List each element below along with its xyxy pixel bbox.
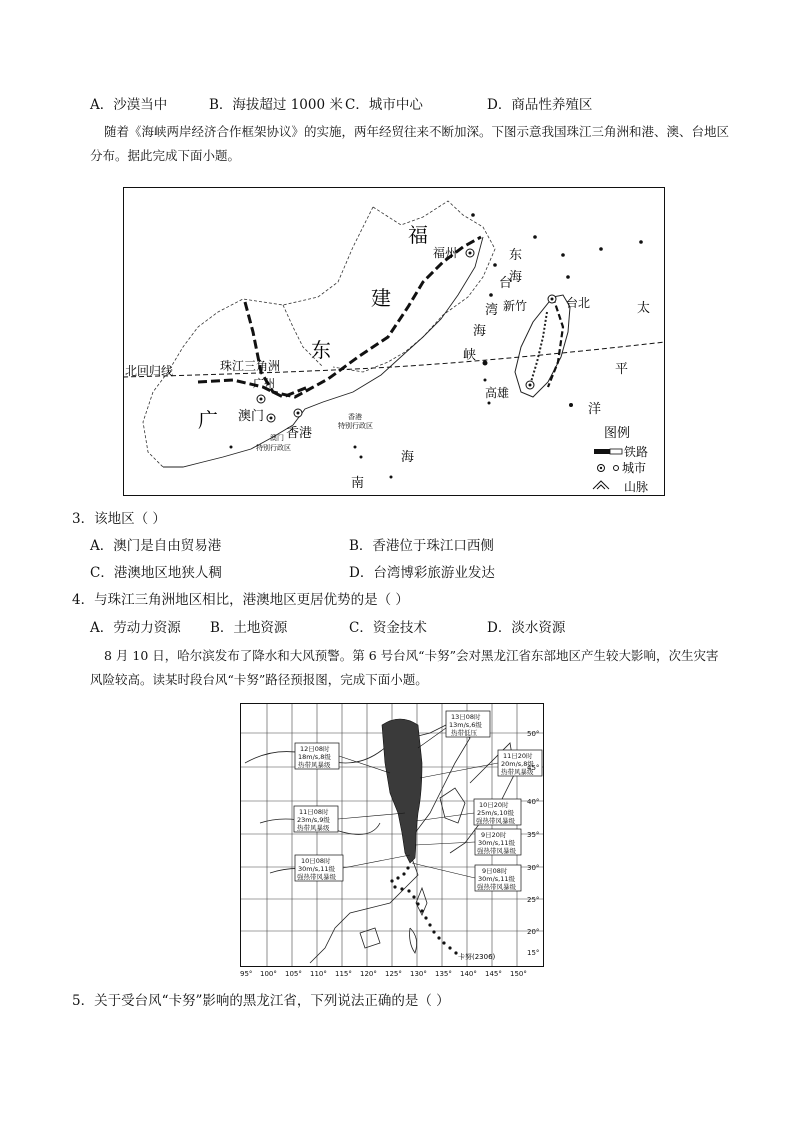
- box-13d08-1: 13日08时: [451, 713, 481, 721]
- q4-option-c: C．资金技术: [349, 620, 427, 636]
- legend-mountain: 山脉: [624, 480, 649, 494]
- q3-option-a: A．澳门是自由贸易港: [90, 538, 222, 554]
- tropic-label: 北回归线: [125, 364, 174, 378]
- strait-4: 峡: [463, 348, 477, 363]
- lon-100: 100°: [260, 970, 277, 978]
- city-gaoxiong: 高雄: [485, 386, 510, 400]
- sea-east-2: 海: [509, 270, 523, 285]
- box-12d08-2: 18m/s,8级: [298, 753, 331, 761]
- city-aomen: 澳门: [238, 409, 265, 424]
- q4-stem: 4．与珠江三角洲地区相比，港澳地区更居优势的是（ ）: [72, 592, 409, 608]
- lon-150: 150°: [510, 970, 527, 978]
- q2-option-c: C．城市中心: [345, 97, 423, 113]
- storm-name-label: 卡努(2306): [458, 953, 496, 961]
- pacific-3: 洋: [588, 402, 602, 417]
- box-10d08-2: 30m/s,11级: [298, 865, 336, 873]
- q4-option-d: D．淡水资源: [487, 620, 566, 636]
- province-guang: 广: [198, 408, 218, 432]
- lat-20: 20°: [527, 928, 540, 936]
- city-guangzhou: 广州: [253, 377, 275, 390]
- south-sea-1: 海: [401, 450, 415, 465]
- lon-145: 145°: [485, 970, 502, 978]
- province-jian: 建: [371, 286, 391, 310]
- box-11d20-1: 11日20时: [503, 752, 533, 760]
- pacific-1: 太: [637, 301, 651, 316]
- city-xianggang: 香港: [286, 426, 313, 441]
- lon-120: 120°: [360, 970, 377, 978]
- lon-125: 125°: [385, 970, 402, 978]
- strait-1: 台: [499, 276, 513, 291]
- box-9d08-3: 强热带风暴级: [477, 883, 516, 891]
- lat-35: 35°: [527, 831, 540, 839]
- delta-label: 珠江三角洲: [220, 359, 281, 373]
- lat-50: 50°: [527, 730, 540, 738]
- box-12d08-1: 12日08时: [300, 745, 330, 753]
- intro-paragraph-2: 8 月 10 日，哈尔滨发布了降水和大风预警。第 6 号台风“卡努”会对黑龙江省东部地区产生较大影响，次生灾害风险较高。读某时段台风“卡努”路径预报图，完成下面小题。: [90, 648, 719, 687]
- strait-2: 湾: [485, 303, 499, 318]
- strait-3: 海: [473, 324, 487, 339]
- lat-25: 25°: [527, 896, 540, 904]
- city-taibei: 台北: [566, 296, 591, 310]
- box-9d20-1: 9日20时: [481, 831, 507, 839]
- province-dong: 东: [311, 338, 331, 362]
- q2-option-d: D．商品性养殖区: [487, 97, 593, 113]
- box-10d20-2: 25m/s,10级: [477, 809, 515, 817]
- q2-option-b: B．海拔超过 1000 米: [209, 97, 343, 113]
- city-fuzhou: 福州: [433, 246, 458, 260]
- box-10d08-1: 10日08时: [301, 857, 331, 865]
- box-10d20-3: 强热带风暴级: [476, 817, 515, 825]
- hk-sar-label-2: 特别行政区: [338, 422, 373, 430]
- box-10d08-3: 强热带风暴级: [297, 873, 336, 881]
- lon-95: 95°: [240, 970, 253, 978]
- box-11d08-2: 23m/s,9级: [297, 816, 330, 824]
- q3-option-c: C．港澳地区地狭人稠: [90, 565, 222, 581]
- box-11d08-1: 11日08时: [299, 808, 329, 816]
- box-9d20-2: 30m/s,11级: [478, 839, 516, 847]
- q3-option-d: D．台湾博彩旅游业发达: [349, 565, 495, 581]
- typhoon-track-map: [240, 703, 544, 979]
- sea-east-1: 东: [509, 248, 523, 263]
- mo-sar-label-2: 特别行政区: [256, 444, 291, 452]
- box-9d08-1: 9日08时: [482, 867, 508, 875]
- lat-30: 30°: [527, 864, 540, 872]
- q2-option-a: A．沙漠当中: [90, 97, 168, 113]
- box-11d20-3: 热带风暴级: [501, 768, 534, 776]
- lon-140: 140°: [460, 970, 477, 978]
- q4-option-a: A．劳动力资源: [90, 620, 181, 636]
- pacific-2: 平: [615, 362, 629, 377]
- q3-option-b: B．香港位于珠江口西侧: [349, 538, 494, 554]
- q4-option-b: B．土地资源: [210, 620, 288, 636]
- lon-110: 110°: [310, 970, 327, 978]
- lat-45: 45°: [527, 764, 540, 772]
- south-sea-2: 南: [351, 476, 365, 491]
- q3-stem: 3．该地区（ ）: [72, 511, 166, 527]
- box-11d08-3: 热带风暴级: [297, 824, 330, 832]
- lon-130: 130°: [410, 970, 427, 978]
- box-10d20-1: 10日20时: [479, 801, 509, 809]
- q5-stem: 5．关于受台风“卡努”影响的黑龙江省，下列说法正确的是（ ）: [72, 993, 450, 1009]
- lat-15: 15°: [527, 949, 540, 957]
- box-9d20-3: 强热带风暴级: [477, 847, 516, 855]
- box-11d20-2: 20m/s,8级: [501, 760, 534, 768]
- box-12d08-3: 热带风暴级: [298, 761, 331, 769]
- legend-title: 图例: [604, 426, 631, 441]
- mo-sar-label-1: 澳门: [270, 434, 284, 442]
- box-13d08-2: 13m/s,6级: [449, 721, 482, 729]
- lat-40: 40°: [527, 798, 540, 806]
- box-13d08-3: 热带低压: [451, 729, 477, 737]
- province-fu: 福: [408, 223, 428, 247]
- lon-135: 135°: [435, 970, 452, 978]
- lon-105: 105°: [285, 970, 302, 978]
- lon-115: 115°: [335, 970, 352, 978]
- city-xinzhu: 新竹: [503, 299, 528, 313]
- hk-sar-label-1: 香港: [348, 413, 362, 421]
- legend-rail: 铁路: [624, 445, 649, 459]
- intro-paragraph-1: 随着《海峡两岸经济合作框架协议》的实施，两年经贸往来不断加深。下图示意我国珠江三角洲和港、澳、台地区分布。据此完成下面小题。: [90, 124, 730, 163]
- legend-city: 城市: [622, 461, 647, 475]
- pearl-river-delta-map: [123, 187, 665, 496]
- box-9d08-2: 30m/s,11级: [478, 875, 516, 883]
